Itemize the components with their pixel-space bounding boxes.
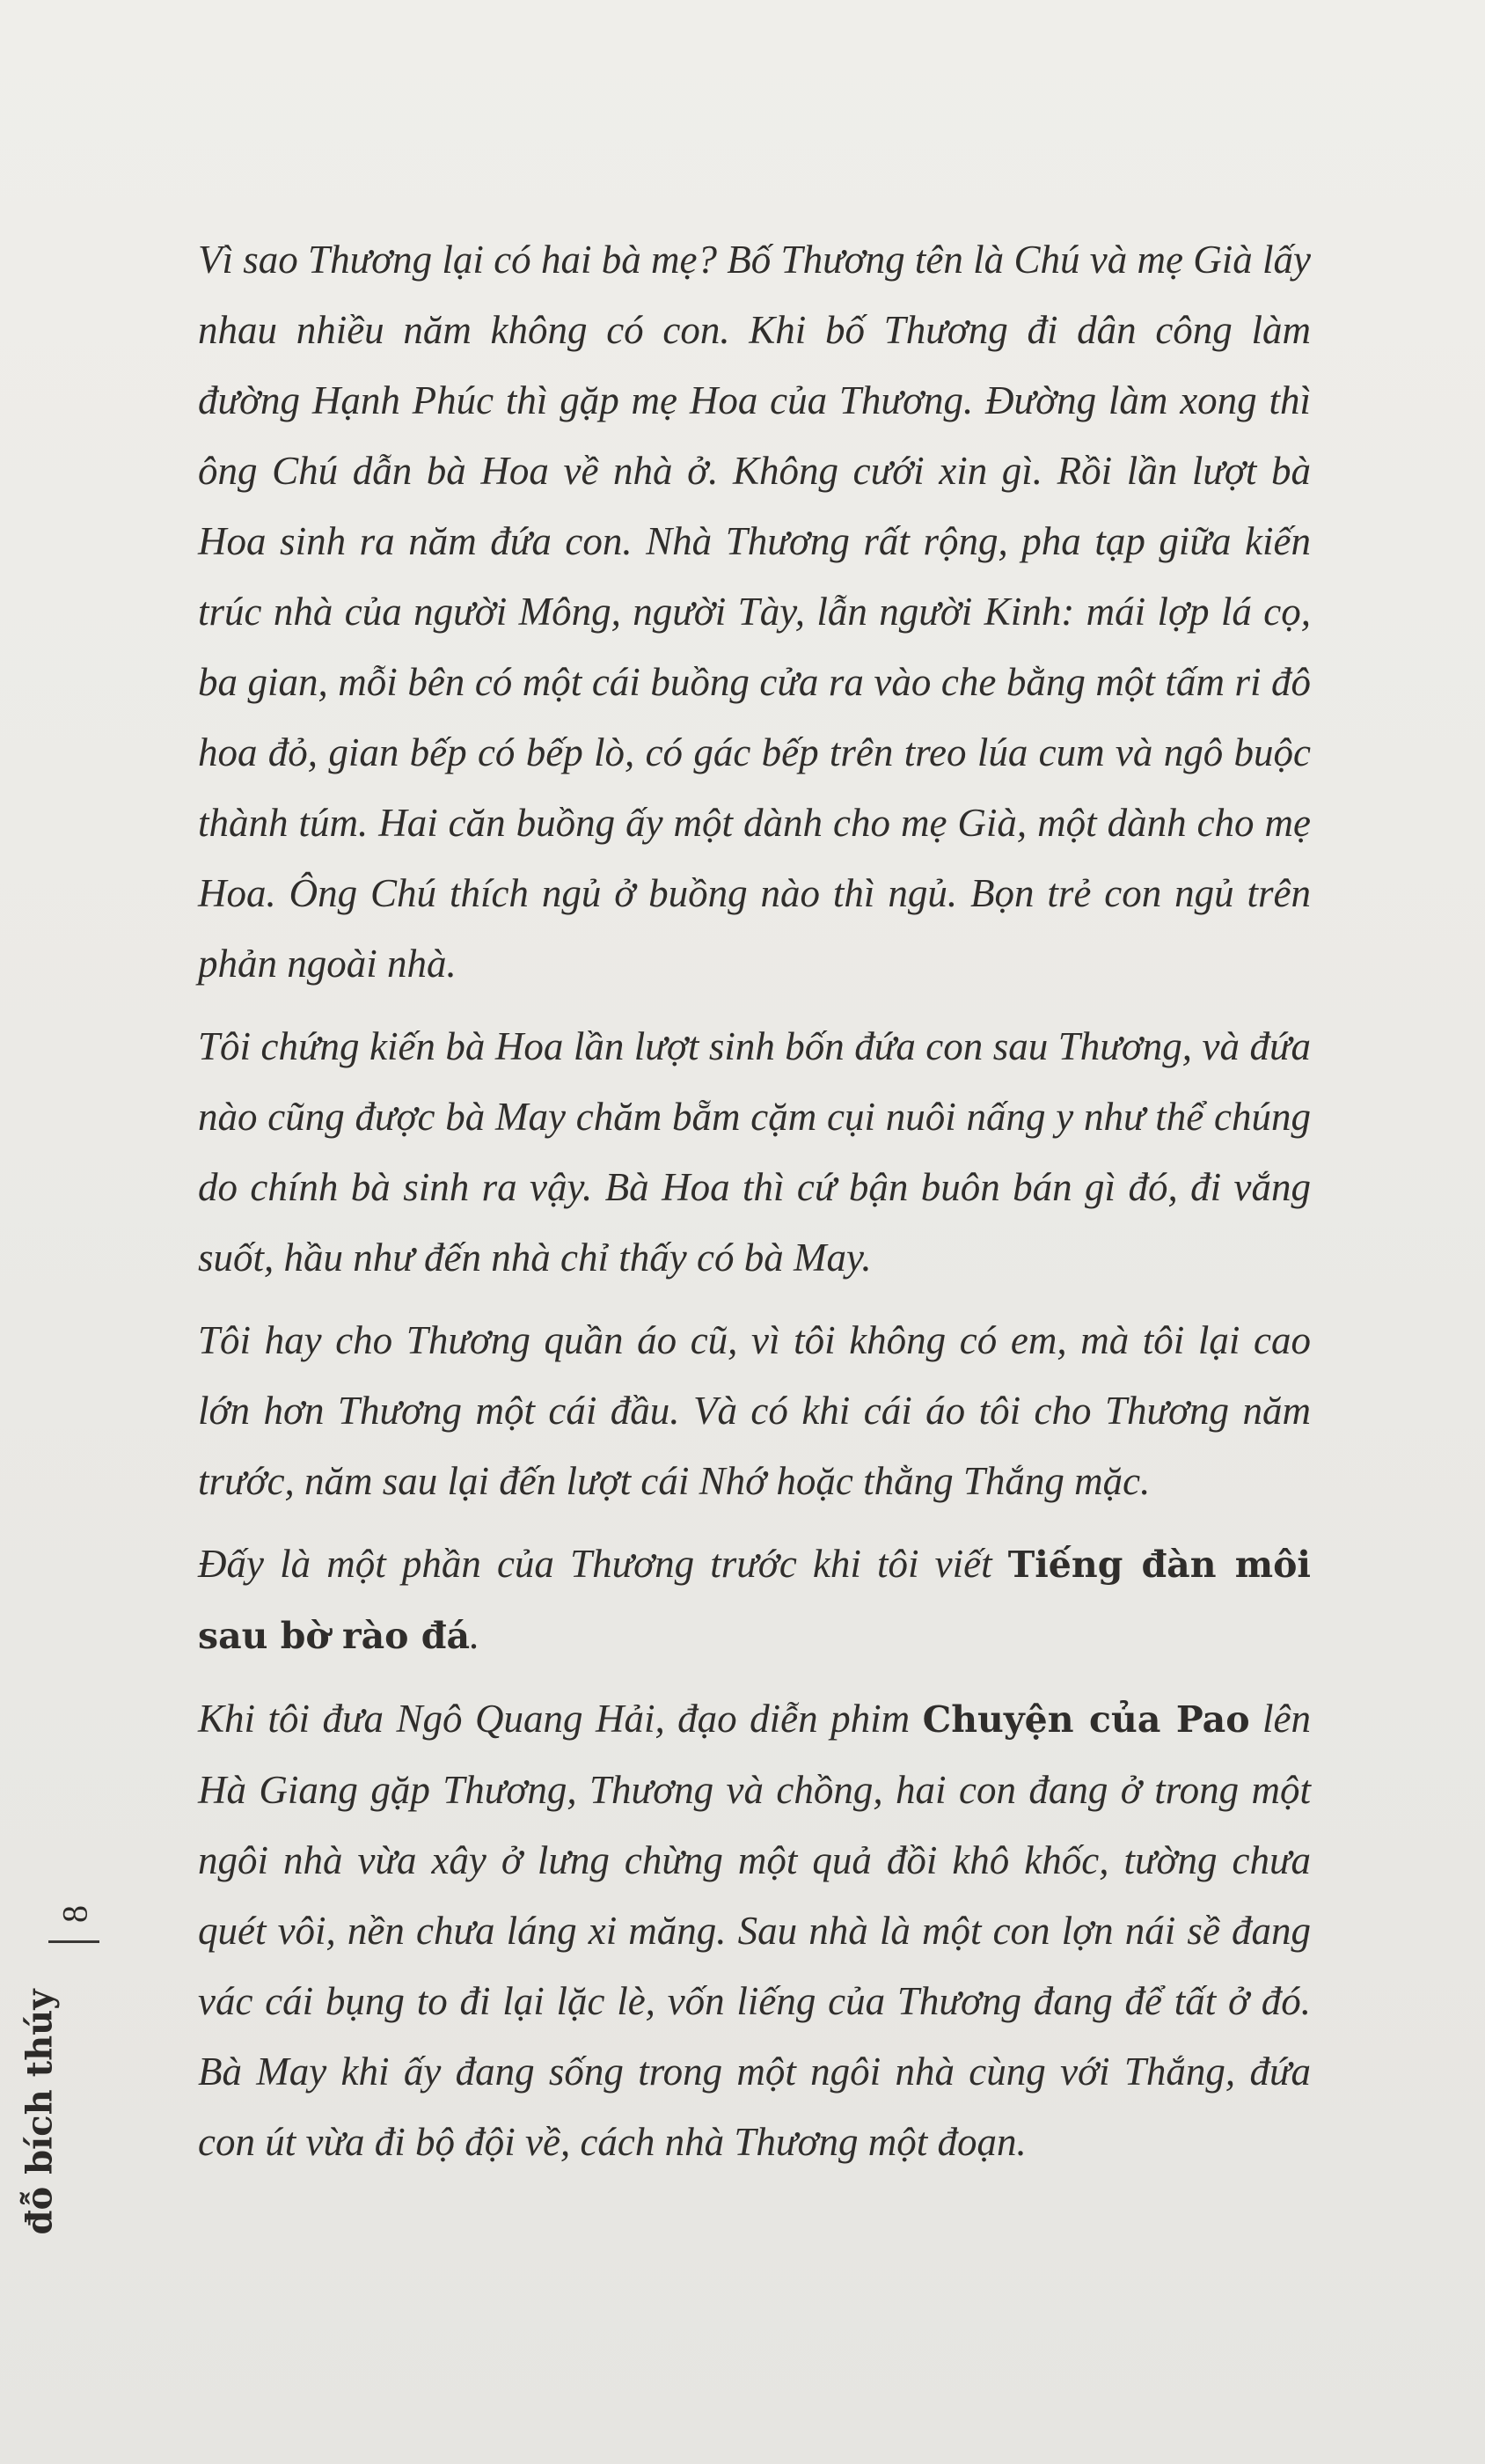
paragraph-text: Tôi hay cho Thương quần áo cũ, vì tôi không có em, mà tôi lại cao lớn hơn Thương một cái đầu. Và có khi cái áo tôi cho Thương năm trước, năm sau lại đến lượt cái Nhớ hoặc thằng Thắng mặc. — [198, 1318, 1311, 1503]
running-author — [4, 1989, 75, 2235]
running-author-label: đỗ bích thúy — [18, 1989, 61, 2235]
paragraph-text: Vì sao Thương lại có hai bà mẹ? Bố Thương tên là Chú và mẹ Già lấy nhau nhiều năm không có con. Khi bố Thương đi dân công làm đường Hạnh Phúc thì gặp mẹ Hoa của Thương. Đường làm xong thì ông Chú dẫn bà Hoa về nhà ở. Không cưới xin gì. Rồi lần lượt bà Hoa sinh ra năm đứa con. Nhà Thương rất rộng, pha tạp giữa kiến trúc nhà của người Mông, người Tày, lẫn người Kinh: mái lợp lá cọ, ba gian, mỗi bên có một cái buồng cửa ra vào che bằng một tấm ri đô hoa đỏ, gian bếp có bếp lò, có gác bếp trên treo lúa cum và ngô buộc thành túm. Hai căn buồng ấy một dành cho mẹ Già, một dành cho mẹ Hoa. Ông Chú thích ngủ ở buồng nào thì ngủ. Bọn trẻ con ngủ trên phản ngoài nhà. — [198, 238, 1311, 986]
paragraph-text: Khi tôi đưa Ngô Quang Hải, đạo diễn phim — [198, 1697, 923, 1741]
paragraph-text: Tôi chứng kiến bà Hoa lần lượt sinh bốn đứa con sau Thương, và đứa nào cũng được bà May chăm bẵm cặm cụi nuôi nấng y như thể chúng do chính bà sinh ra vậy. Bà Hoa thì cứ bận buôn bán gì đó, đi vắng suốt, hầu như đến nhà chỉ thấy có bà May. — [198, 1024, 1311, 1280]
paragraph — [198, 1011, 1311, 1293]
paragraph-text: . — [470, 1613, 480, 1657]
spine-divider — [48, 1940, 99, 1943]
body-text — [198, 224, 1311, 2177]
paragraph — [198, 1529, 1311, 1671]
page-number-label: 8 — [55, 1905, 95, 1923]
page-number — [53, 1892, 97, 1936]
paragraph — [198, 224, 1311, 999]
paragraph-text: lên Hà Giang gặp Thương, Thương và chồng, hai con đang ở trong một ngôi nhà vừa xây ở lưng chừng một quả đồi khô khốc, tường chưa quét vôi, nền chưa láng xi măng. Sau nhà là một con lợn nái sề đang vác cái bụng to đi lại lặc lè, vốn liếng của Thương đang để tất ở đó. Bà May khi ấy đang sống trong một ngôi nhà cùng với Thắng, đứa con út vừa đi bộ đội về, cách nhà Thương một đoạn. — [198, 1697, 1311, 2164]
paragraph — [198, 1683, 1311, 2177]
paragraph-text: Đấy là một phần của Thương trước khi tôi viết — [198, 1542, 1008, 1586]
paragraph — [198, 1305, 1311, 1516]
bold-title-text: Chuyện của Pao — [922, 1698, 1250, 1741]
bold-title-text: Tiếng đàn môi sau bờ rào đá — [198, 1544, 1312, 1657]
